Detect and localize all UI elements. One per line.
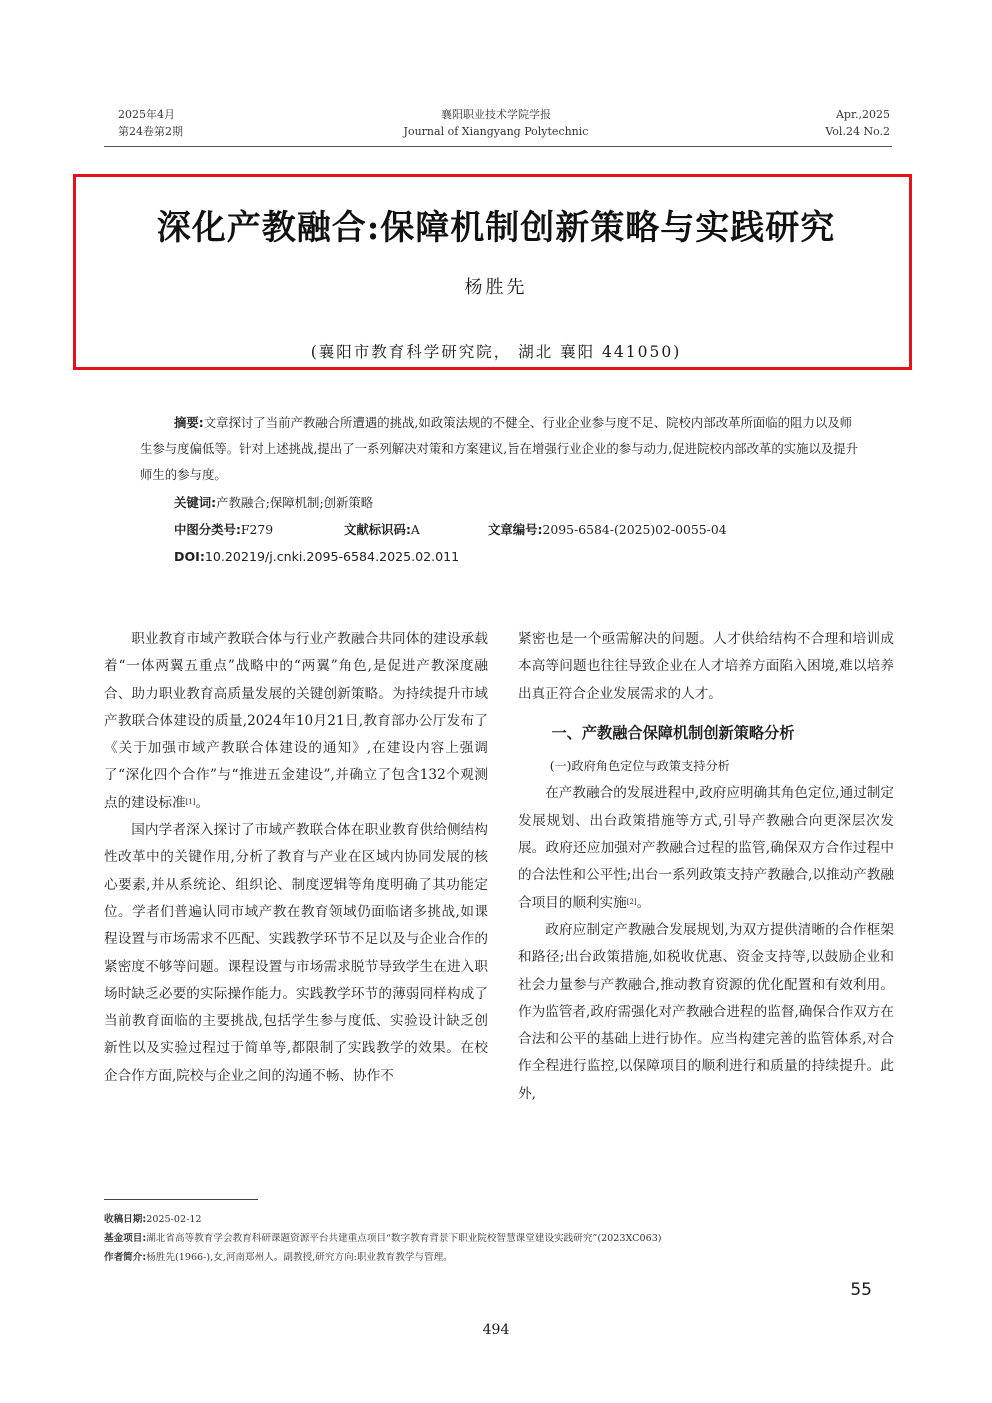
citation-ref[interactable]: [1] bbox=[185, 797, 196, 806]
header-volume-en: Vol.24 No.2 bbox=[825, 125, 890, 138]
header-date-en: Apr.,2025 bbox=[835, 108, 890, 121]
keywords bbox=[174, 490, 373, 516]
abstract-label: 摘要: bbox=[174, 415, 204, 430]
article-no-value: 2095-6584-(2025)02-0055-04 bbox=[542, 522, 727, 537]
subsection-heading: (一)政府角色定位与政策支持分析 bbox=[549, 759, 730, 774]
body-paragraph: 国内学者深入探讨了市域产教联合体在职业教育供给侧结构性改革中的关键作用,分析了教育与产业在区域内协同发展的核心要素,并从系统论、组织论、制度逻辑等角度明确了其功能定位。学者们普遍认同市域产教在教育领域仍面临诸多挑战,如课程设置与市场需求不匹配、实践教学环节不足以及与企业合作的紧密度不够等问题。课程设置与市场需求脱节导致学生在进入职场时缺乏必要的实际操作能力。实践教学环节的薄弱同样构成了当前教育面临的主要挑战,包括学生参与度低、实验设计缺乏创新性以及实验过程过于简单等,都限制了实践教学的效果。在校企合作方面,院校与企业之间的沟通不畅、协作不 bbox=[104, 822, 488, 1084]
keywords-text: 产教融合;保障机制;创新策略 bbox=[216, 495, 374, 510]
header-date-cn: 2025年4月 bbox=[118, 108, 175, 121]
abstract-text: 文章探讨了当前产教融合所遭遇的挑战,如政策法规的不健全、行业企业参与度不足、院校内部改革所面临的阻力以及师生参与度偏低等。针对上述挑战,提出了一系列解决对策和方案建议,旨在增强行业企业的参与动力,促进院校内部改革的实施以及提升师生的参与度。 bbox=[140, 415, 859, 482]
body-paragraph: 政府应制定产教融合发展规划,为双方提供清晰的合作框架和路径;出台政策措施,如税收优惠、资金支持等,以鼓励企业和社会力量参与产教融合,推动教育资源的优化配置和有效利用。作为监管者,政府需强化对产教融合进程的监督,确保合作双方在合法和公平的基础上进行协作。应当构建完善的监管体系,对合作全程进行监控,以保障项目的顺利进行和质量的持续提升。此外, bbox=[518, 921, 894, 1102]
footnote-bio bbox=[104, 1249, 453, 1267]
clc-value: F279 bbox=[240, 522, 274, 537]
body-left-column bbox=[104, 626, 488, 1090]
paragraph-end: 。 bbox=[636, 894, 651, 911]
doc-code-label: 文献标识码: bbox=[344, 522, 411, 537]
body-paragraph bbox=[518, 780, 894, 916]
fund-text: 湖北省高等教育学会教育科研课题资源平台共建重点项目“数字教育背景下职业院校智慧课堂建设实践研究”(2023XC063) bbox=[146, 1233, 662, 1244]
clc-label: 中图分类号: bbox=[174, 522, 241, 537]
fund-label: 基金项目: bbox=[104, 1233, 147, 1244]
footnote-received bbox=[104, 1211, 202, 1229]
abstract bbox=[140, 410, 860, 488]
keywords-label: 关键词: bbox=[174, 495, 217, 510]
article-no-label: 文章编号: bbox=[488, 522, 543, 537]
header-issue-date-en bbox=[825, 106, 890, 140]
footnote-fund bbox=[104, 1230, 662, 1248]
doi-label: DOI: bbox=[174, 549, 205, 564]
body-paragraph-continued: 紧密也是一个亟需解决的问题。人才供给结构不合理和培训成本高等问题也往往导致企业在人才培养方面陷入困境,难以培养出真正符合企业发展需求的人才。 bbox=[518, 631, 894, 702]
author-affiliation: (襄阳市教育科学研究院， 湖北 襄阳 441050) bbox=[310, 343, 682, 361]
footnote-divider bbox=[104, 1199, 258, 1200]
classification-line bbox=[174, 517, 727, 543]
header-volume-cn: 第24卷第2期 bbox=[118, 125, 183, 138]
received-label: 收稿日期: bbox=[104, 1214, 147, 1225]
paragraph-text: 在产教融合的发展进程中,政府应明确其角色定位,通过制定发展规划、出台政策措施等方式,引导产教融合向更深层次发展。政府还应加强对产教融合过程的监管,确保双方合作过程中的合法性和公平性;出台一系列政策支持产教融合,以推动产教融合项目的顺利实施 bbox=[518, 785, 894, 911]
journal-name-cn: 襄阳职业技术学院学报 bbox=[441, 108, 551, 121]
journal-page-number: 55 bbox=[850, 1280, 872, 1300]
article-author: 杨胜先 bbox=[464, 277, 528, 298]
body-right-column bbox=[518, 626, 894, 1108]
journal-name-en: Journal of Xiangyang Polytechnic bbox=[403, 125, 589, 138]
doc-code-value: A bbox=[410, 522, 420, 537]
received-date: 2025-02-12 bbox=[146, 1214, 202, 1225]
doi-line bbox=[174, 544, 459, 570]
bio-text: 杨胜先(1966-),女,河南郑州人。副教授,研究方向:职业教育教学与管理。 bbox=[146, 1252, 453, 1263]
article-title: 深化产教融合:保障机制创新策略与实践研究 bbox=[156, 208, 836, 248]
doi-value: 10.20219/j.cnki.2095-6584.2025.02.011 bbox=[204, 549, 460, 564]
section-heading: 一、产教融合保障机制创新策略分析 bbox=[551, 723, 795, 742]
body-paragraph bbox=[104, 626, 488, 817]
paragraph-end: 。 bbox=[195, 794, 210, 811]
document-page-number: 494 bbox=[482, 1322, 510, 1338]
paragraph-text: 职业教育市域产教联合体与行业产教融合共同体的建设承载着“一体两翼五重点”战略中的“两翼”角色,是促进产教深度融合、助力职业教育高质量发展的关键创新策略。为持续提升市域产教联合体建设的质量,2024年10月21日,教育部办公厅发布了《关于加强市域产教联合体建设的通知》,在建设内容上强调了“深化四个合作”与“推进五金建设”,并确立了包含132个观测点的建设标准 bbox=[104, 631, 488, 811]
header-divider bbox=[104, 146, 892, 147]
citation-ref[interactable]: [2] bbox=[626, 897, 637, 906]
bio-label: 作者简介: bbox=[104, 1252, 147, 1263]
